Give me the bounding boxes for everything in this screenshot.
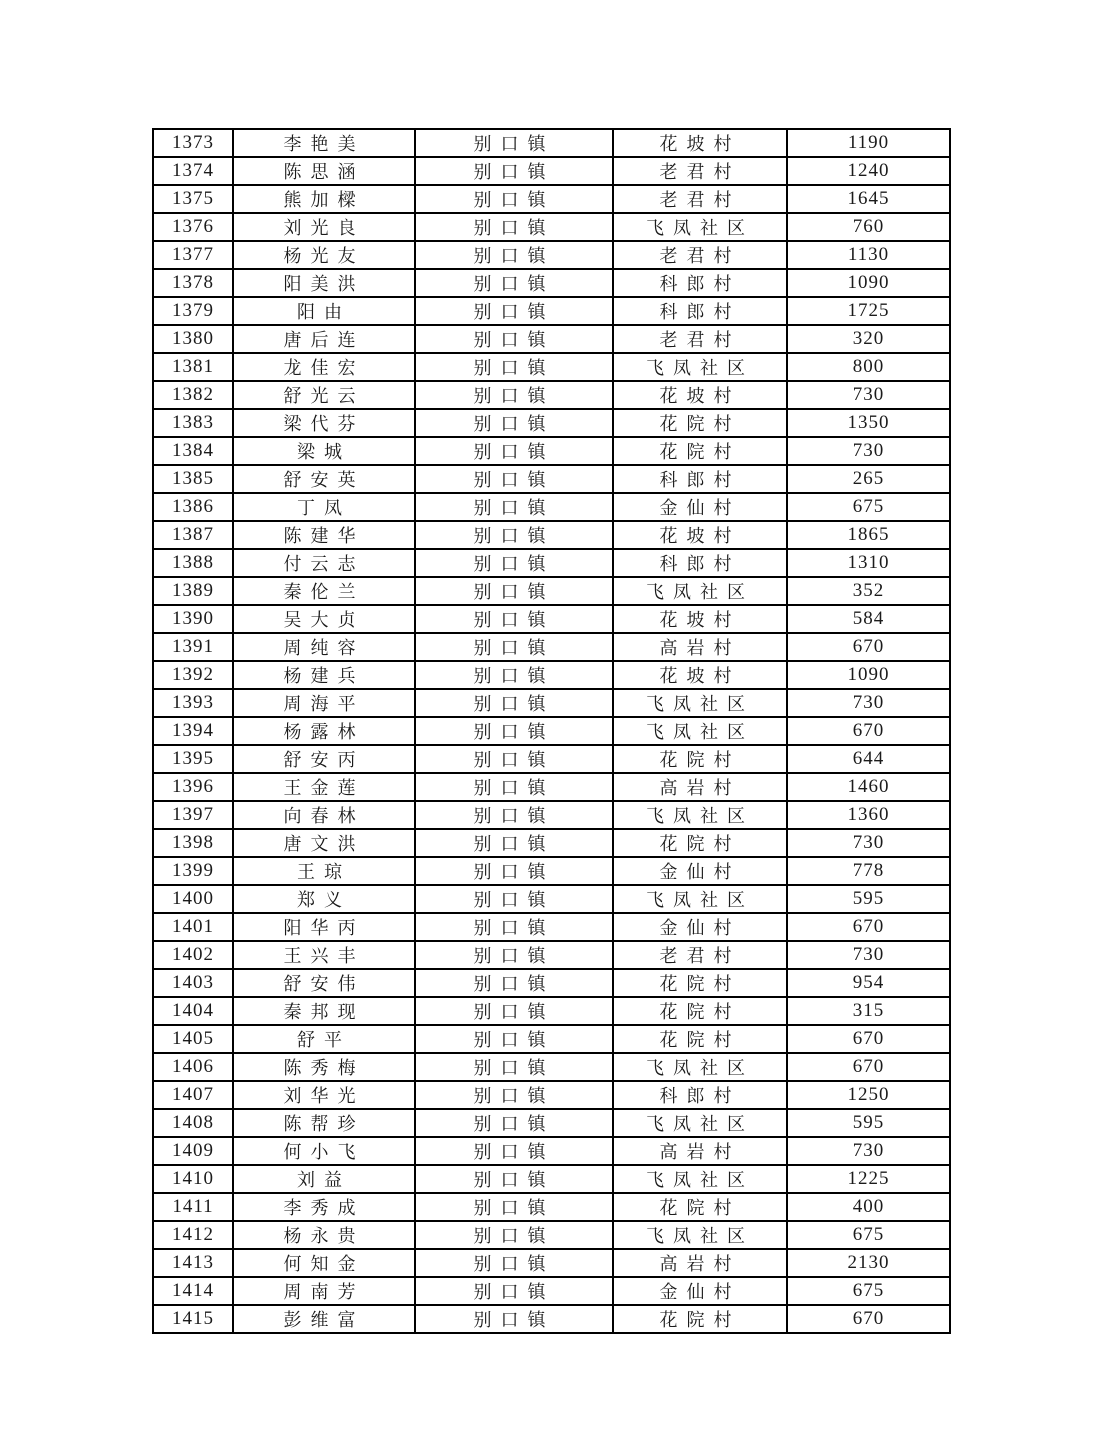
cell-person-name: 陈思涵 — [233, 157, 415, 185]
cell-town: 别口镇 — [415, 297, 613, 325]
cell-serial-number: 1381 — [153, 353, 233, 381]
cell-town: 别口镇 — [415, 1109, 613, 1137]
cell-town: 别口镇 — [415, 1193, 613, 1221]
table-row — [153, 241, 950, 269]
cell-amount: 584 — [787, 605, 950, 633]
cell-amount: 670 — [787, 717, 950, 745]
cell-amount: 1250 — [787, 1081, 950, 1109]
cell-amount: 1360 — [787, 801, 950, 829]
cell-person-name: 唐文洪 — [233, 829, 415, 857]
cell-amount: 1225 — [787, 1165, 950, 1193]
table-row — [153, 633, 950, 661]
cell-village: 科郎村 — [613, 465, 787, 493]
cell-person-name: 吴大贞 — [233, 605, 415, 633]
cell-amount: 320 — [787, 325, 950, 353]
cell-serial-number: 1376 — [153, 213, 233, 241]
cell-village: 飞凤社区 — [613, 213, 787, 241]
cell-amount: 730 — [787, 689, 950, 717]
cell-amount: 1310 — [787, 549, 950, 577]
cell-village: 老君村 — [613, 941, 787, 969]
cell-town: 别口镇 — [415, 997, 613, 1025]
table-row — [153, 521, 950, 549]
cell-amount: 730 — [787, 1137, 950, 1165]
table-row — [153, 997, 950, 1025]
cell-amount: 1350 — [787, 409, 950, 437]
cell-amount: 675 — [787, 1277, 950, 1305]
cell-town: 别口镇 — [415, 941, 613, 969]
cell-amount: 670 — [787, 1025, 950, 1053]
cell-person-name: 刘华光 — [233, 1081, 415, 1109]
table-row — [153, 1221, 950, 1249]
cell-village: 高岩村 — [613, 633, 787, 661]
cell-village: 飞凤社区 — [613, 1109, 787, 1137]
cell-amount: 800 — [787, 353, 950, 381]
table-row — [153, 1249, 950, 1277]
cell-serial-number: 1393 — [153, 689, 233, 717]
cell-serial-number: 1415 — [153, 1305, 233, 1333]
table-row — [153, 913, 950, 941]
cell-town: 别口镇 — [415, 185, 613, 213]
cell-person-name: 王琼 — [233, 857, 415, 885]
cell-person-name: 何知金 — [233, 1249, 415, 1277]
cell-amount: 670 — [787, 633, 950, 661]
cell-village: 花院村 — [613, 829, 787, 857]
cell-village: 科郎村 — [613, 269, 787, 297]
cell-serial-number: 1402 — [153, 941, 233, 969]
cell-serial-number: 1378 — [153, 269, 233, 297]
cell-village: 花院村 — [613, 997, 787, 1025]
cell-person-name: 陈帮珍 — [233, 1109, 415, 1137]
cell-amount: 670 — [787, 1053, 950, 1081]
table-row — [153, 129, 950, 157]
cell-serial-number: 1379 — [153, 297, 233, 325]
cell-town: 别口镇 — [415, 1137, 613, 1165]
cell-serial-number: 1398 — [153, 829, 233, 857]
cell-town: 别口镇 — [415, 689, 613, 717]
cell-person-name: 陈秀梅 — [233, 1053, 415, 1081]
cell-serial-number: 1397 — [153, 801, 233, 829]
table-row — [153, 297, 950, 325]
cell-village: 老君村 — [613, 185, 787, 213]
cell-village: 飞凤社区 — [613, 689, 787, 717]
cell-person-name: 杨露林 — [233, 717, 415, 745]
cell-town: 别口镇 — [415, 1249, 613, 1277]
cell-serial-number: 1399 — [153, 857, 233, 885]
cell-amount: 670 — [787, 1305, 950, 1333]
cell-village: 飞凤社区 — [613, 353, 787, 381]
cell-serial-number: 1377 — [153, 241, 233, 269]
cell-amount: 1090 — [787, 661, 950, 689]
cell-person-name: 熊加樑 — [233, 185, 415, 213]
cell-town: 别口镇 — [415, 773, 613, 801]
cell-amount: 2130 — [787, 1249, 950, 1277]
cell-serial-number: 1406 — [153, 1053, 233, 1081]
cell-serial-number: 1384 — [153, 437, 233, 465]
table-row — [153, 885, 950, 913]
cell-town: 别口镇 — [415, 1305, 613, 1333]
cell-serial-number: 1380 — [153, 325, 233, 353]
table-row — [153, 941, 950, 969]
cell-amount: 265 — [787, 465, 950, 493]
cell-amount: 1460 — [787, 773, 950, 801]
cell-village: 飞凤社区 — [613, 885, 787, 913]
cell-town: 别口镇 — [415, 1277, 613, 1305]
cell-town: 别口镇 — [415, 269, 613, 297]
cell-person-name: 杨光友 — [233, 241, 415, 269]
cell-village: 花院村 — [613, 1193, 787, 1221]
cell-person-name: 杨建兵 — [233, 661, 415, 689]
table-row — [153, 381, 950, 409]
cell-town: 别口镇 — [415, 409, 613, 437]
cell-town: 别口镇 — [415, 605, 613, 633]
table-row — [153, 1305, 950, 1333]
cell-amount: 315 — [787, 997, 950, 1025]
cell-town: 别口镇 — [415, 717, 613, 745]
cell-amount: 954 — [787, 969, 950, 997]
cell-town: 别口镇 — [415, 913, 613, 941]
cell-person-name: 周海平 — [233, 689, 415, 717]
cell-person-name: 唐后连 — [233, 325, 415, 353]
cell-serial-number: 1396 — [153, 773, 233, 801]
cell-town: 别口镇 — [415, 577, 613, 605]
cell-person-name: 刘益 — [233, 1165, 415, 1193]
table-row — [153, 1109, 950, 1137]
table-row — [153, 157, 950, 185]
cell-serial-number: 1411 — [153, 1193, 233, 1221]
cell-serial-number: 1374 — [153, 157, 233, 185]
roster-table — [152, 128, 951, 1334]
cell-village: 金仙村 — [613, 1277, 787, 1305]
cell-village: 花院村 — [613, 969, 787, 997]
table-row — [153, 1165, 950, 1193]
cell-serial-number: 1391 — [153, 633, 233, 661]
cell-amount: 675 — [787, 493, 950, 521]
table-row — [153, 549, 950, 577]
table-row — [153, 1025, 950, 1053]
cell-person-name: 阳华丙 — [233, 913, 415, 941]
cell-person-name: 梁城 — [233, 437, 415, 465]
cell-town: 别口镇 — [415, 661, 613, 689]
cell-person-name: 阳由 — [233, 297, 415, 325]
cell-person-name: 王金莲 — [233, 773, 415, 801]
cell-village: 科郎村 — [613, 549, 787, 577]
cell-person-name: 郑义 — [233, 885, 415, 913]
cell-amount: 760 — [787, 213, 950, 241]
cell-amount: 400 — [787, 1193, 950, 1221]
cell-village: 高岩村 — [613, 1249, 787, 1277]
cell-village: 科郎村 — [613, 1081, 787, 1109]
cell-person-name: 丁凤 — [233, 493, 415, 521]
cell-town: 别口镇 — [415, 437, 613, 465]
cell-person-name: 李秀成 — [233, 1193, 415, 1221]
cell-serial-number: 1409 — [153, 1137, 233, 1165]
cell-town: 别口镇 — [415, 213, 613, 241]
table-row — [153, 605, 950, 633]
cell-town: 别口镇 — [415, 381, 613, 409]
cell-serial-number: 1413 — [153, 1249, 233, 1277]
cell-village: 高岩村 — [613, 773, 787, 801]
table-row — [153, 829, 950, 857]
cell-town: 别口镇 — [415, 465, 613, 493]
cell-village: 老君村 — [613, 241, 787, 269]
cell-amount: 1645 — [787, 185, 950, 213]
table-row — [153, 773, 950, 801]
cell-person-name: 付云志 — [233, 549, 415, 577]
cell-serial-number: 1395 — [153, 745, 233, 773]
cell-village: 老君村 — [613, 325, 787, 353]
cell-amount: 1865 — [787, 521, 950, 549]
cell-serial-number: 1410 — [153, 1165, 233, 1193]
cell-serial-number: 1401 — [153, 913, 233, 941]
cell-village: 花坡村 — [613, 381, 787, 409]
table-row — [153, 465, 950, 493]
cell-serial-number: 1387 — [153, 521, 233, 549]
cell-person-name: 彭维富 — [233, 1305, 415, 1333]
cell-serial-number: 1407 — [153, 1081, 233, 1109]
cell-serial-number: 1404 — [153, 997, 233, 1025]
table-row — [153, 213, 950, 241]
table-row — [153, 269, 950, 297]
cell-town: 别口镇 — [415, 633, 613, 661]
cell-village: 飞凤社区 — [613, 717, 787, 745]
cell-town: 别口镇 — [415, 129, 613, 157]
table-row — [153, 717, 950, 745]
cell-person-name: 陈建华 — [233, 521, 415, 549]
cell-person-name: 龙佳宏 — [233, 353, 415, 381]
table-row — [153, 353, 950, 381]
cell-amount: 670 — [787, 913, 950, 941]
cell-amount: 730 — [787, 829, 950, 857]
cell-serial-number: 1389 — [153, 577, 233, 605]
table-row — [153, 185, 950, 213]
cell-town: 别口镇 — [415, 885, 613, 913]
table-row — [153, 1277, 950, 1305]
cell-amount: 1090 — [787, 269, 950, 297]
cell-person-name: 舒安英 — [233, 465, 415, 493]
cell-village: 花坡村 — [613, 129, 787, 157]
cell-village: 金仙村 — [613, 857, 787, 885]
table-row — [153, 1081, 950, 1109]
cell-village: 飞凤社区 — [613, 1053, 787, 1081]
cell-town: 别口镇 — [415, 1025, 613, 1053]
cell-serial-number: 1375 — [153, 185, 233, 213]
cell-town: 别口镇 — [415, 829, 613, 857]
cell-town: 别口镇 — [415, 353, 613, 381]
table-row — [153, 661, 950, 689]
table-row — [153, 689, 950, 717]
cell-amount: 352 — [787, 577, 950, 605]
cell-amount: 644 — [787, 745, 950, 773]
cell-village: 花坡村 — [613, 661, 787, 689]
cell-serial-number: 1403 — [153, 969, 233, 997]
cell-village: 金仙村 — [613, 493, 787, 521]
cell-village: 科郎村 — [613, 297, 787, 325]
table-row — [153, 1053, 950, 1081]
table-row — [153, 857, 950, 885]
table-row — [153, 325, 950, 353]
table-row — [153, 745, 950, 773]
cell-village: 飞凤社区 — [613, 577, 787, 605]
cell-village: 金仙村 — [613, 913, 787, 941]
cell-person-name: 李艳美 — [233, 129, 415, 157]
cell-person-name: 杨永贵 — [233, 1221, 415, 1249]
cell-person-name: 梁代芬 — [233, 409, 415, 437]
cell-serial-number: 1383 — [153, 409, 233, 437]
cell-town: 别口镇 — [415, 801, 613, 829]
cell-serial-number: 1408 — [153, 1109, 233, 1137]
cell-amount: 730 — [787, 381, 950, 409]
cell-village: 花院村 — [613, 409, 787, 437]
cell-serial-number: 1394 — [153, 717, 233, 745]
cell-amount: 1130 — [787, 241, 950, 269]
table-row — [153, 577, 950, 605]
table-row — [153, 801, 950, 829]
cell-town: 别口镇 — [415, 969, 613, 997]
cell-person-name: 周纯容 — [233, 633, 415, 661]
cell-town: 别口镇 — [415, 157, 613, 185]
cell-village: 花院村 — [613, 437, 787, 465]
cell-town: 别口镇 — [415, 1081, 613, 1109]
cell-serial-number: 1400 — [153, 885, 233, 913]
cell-serial-number: 1388 — [153, 549, 233, 577]
cell-amount: 595 — [787, 1109, 950, 1137]
cell-town: 别口镇 — [415, 493, 613, 521]
cell-amount: 1240 — [787, 157, 950, 185]
cell-serial-number: 1390 — [153, 605, 233, 633]
cell-amount: 1725 — [787, 297, 950, 325]
table-row — [153, 969, 950, 997]
cell-amount: 730 — [787, 437, 950, 465]
cell-amount: 778 — [787, 857, 950, 885]
cell-person-name: 何小飞 — [233, 1137, 415, 1165]
cell-serial-number: 1386 — [153, 493, 233, 521]
table-row — [153, 1193, 950, 1221]
cell-village: 花坡村 — [613, 605, 787, 633]
cell-town: 别口镇 — [415, 857, 613, 885]
cell-village: 老君村 — [613, 157, 787, 185]
cell-village: 飞凤社区 — [613, 1165, 787, 1193]
cell-serial-number: 1405 — [153, 1025, 233, 1053]
cell-person-name: 秦邦现 — [233, 997, 415, 1025]
cell-village: 花院村 — [613, 745, 787, 773]
table-row — [153, 1137, 950, 1165]
cell-village: 飞凤社区 — [613, 801, 787, 829]
cell-serial-number: 1385 — [153, 465, 233, 493]
cell-village: 花坡村 — [613, 521, 787, 549]
table-row — [153, 409, 950, 437]
cell-amount: 675 — [787, 1221, 950, 1249]
cell-person-name: 刘光良 — [233, 213, 415, 241]
cell-town: 别口镇 — [415, 745, 613, 773]
cell-town: 别口镇 — [415, 1165, 613, 1193]
cell-village: 花院村 — [613, 1025, 787, 1053]
cell-village: 高岩村 — [613, 1137, 787, 1165]
cell-person-name: 王兴丰 — [233, 941, 415, 969]
cell-serial-number: 1392 — [153, 661, 233, 689]
cell-amount: 1190 — [787, 129, 950, 157]
cell-amount: 730 — [787, 941, 950, 969]
cell-person-name: 舒安伟 — [233, 969, 415, 997]
cell-village: 飞凤社区 — [613, 1221, 787, 1249]
cell-serial-number: 1382 — [153, 381, 233, 409]
cell-person-name: 秦伦兰 — [233, 577, 415, 605]
cell-town: 别口镇 — [415, 1053, 613, 1081]
cell-village: 花院村 — [613, 1305, 787, 1333]
cell-person-name: 阳美洪 — [233, 269, 415, 297]
cell-person-name: 舒安丙 — [233, 745, 415, 773]
cell-person-name: 舒光云 — [233, 381, 415, 409]
table-row — [153, 493, 950, 521]
cell-person-name: 舒平 — [233, 1025, 415, 1053]
cell-person-name: 向春林 — [233, 801, 415, 829]
table-row — [153, 437, 950, 465]
cell-town: 别口镇 — [415, 521, 613, 549]
cell-serial-number: 1414 — [153, 1277, 233, 1305]
cell-town: 别口镇 — [415, 1221, 613, 1249]
cell-amount: 595 — [787, 885, 950, 913]
cell-town: 别口镇 — [415, 241, 613, 269]
cell-serial-number: 1412 — [153, 1221, 233, 1249]
cell-serial-number: 1373 — [153, 129, 233, 157]
cell-town: 别口镇 — [415, 549, 613, 577]
table-body — [153, 129, 950, 1333]
cell-person-name: 周南芳 — [233, 1277, 415, 1305]
cell-town: 别口镇 — [415, 325, 613, 353]
